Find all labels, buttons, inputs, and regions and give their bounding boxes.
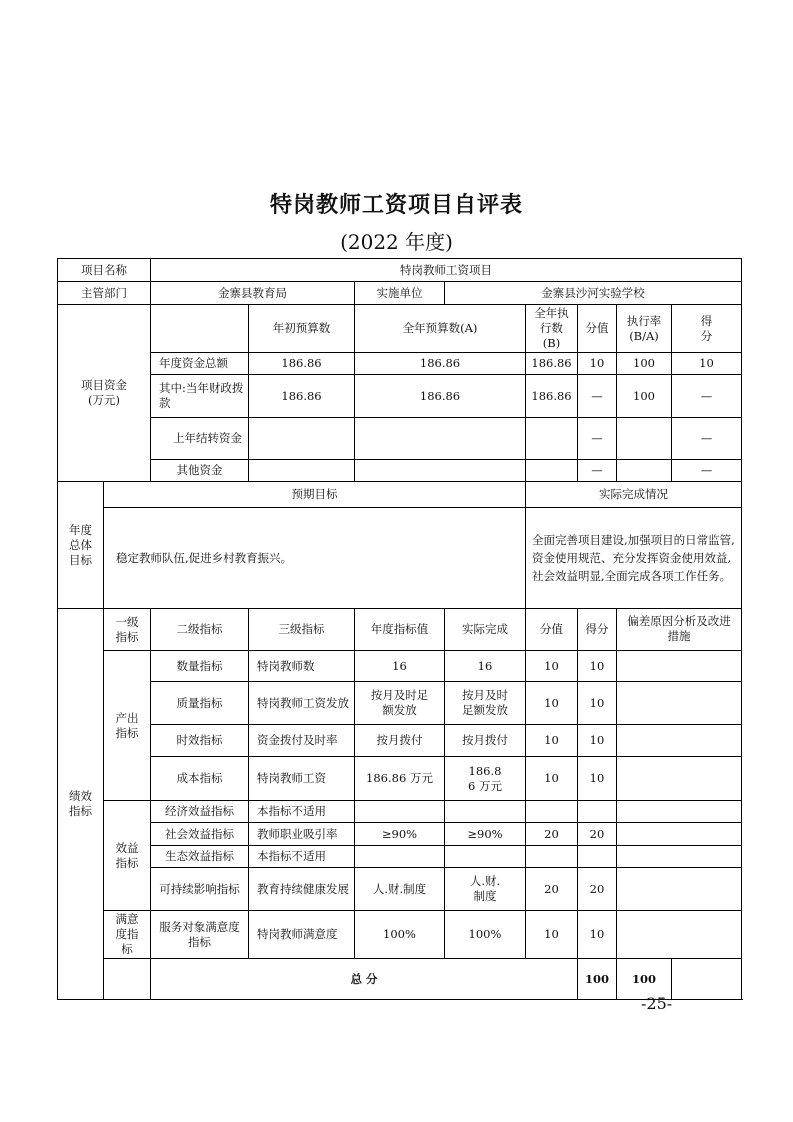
perf-header-score: 得分 — [578, 609, 617, 651]
perf-row — [58, 868, 742, 911]
perf-header-actual: 实际完成 — [445, 609, 526, 651]
department-row — [58, 282, 742, 305]
total-blank — [104, 959, 151, 1000]
perf-score — [578, 846, 617, 868]
perf-level3: 本指标不适用 — [249, 801, 355, 823]
funds-row-executed — [526, 460, 578, 482]
funds-row-annual: 186.86 — [355, 375, 526, 418]
perf-analysis — [617, 846, 742, 868]
perf-level3: 本指标不适用 — [249, 846, 355, 868]
total-score: 100 — [617, 959, 672, 1000]
perf-actual: 人.财.制度 — [445, 868, 526, 911]
perf-actual: 100% — [445, 911, 526, 959]
funds-row-rate — [617, 418, 672, 460]
dept-label: 主管部门 — [58, 282, 151, 305]
funds-row-score-value: — — [578, 375, 617, 418]
goals-expected-header: 预期目标 — [104, 482, 526, 508]
perf-level3: 教师职业吸引率 — [249, 823, 355, 846]
funds-row-initial: 186.86 — [249, 353, 355, 375]
funds-row-executed: 186.86 — [526, 375, 578, 418]
page-title: 特岗教师工资项目自评表 — [269, 193, 523, 218]
funds-row-annual: 186.86 — [355, 353, 526, 375]
perf-actual: ≥90% — [445, 823, 526, 846]
funds-row-rate: 100 — [617, 375, 672, 418]
goals-content-row — [58, 508, 742, 609]
perf-score: 10 — [578, 725, 617, 757]
funds-row-score: — — [672, 375, 742, 418]
perf-analysis — [617, 801, 742, 823]
perf-score-value — [526, 801, 578, 823]
total-analysis — [672, 959, 742, 1000]
perf-score-value: 10 — [526, 757, 578, 801]
funds-header-executed: 全年执行数 (B) — [526, 305, 578, 353]
funds-row — [58, 353, 742, 375]
funds-row — [58, 460, 742, 482]
perf-score — [578, 801, 617, 823]
project-name-label: 项目名称 — [58, 259, 151, 282]
perf-header-level2: 二级指标 — [151, 609, 249, 651]
perf-score: 10 — [578, 651, 617, 682]
goals-actual: 全面完善项目建设,加强项目的日常监管,资金使用规范、充分发挥资金使用效益,社会效益明显,全面完成各项工作任务。 — [526, 508, 742, 609]
performance-label: 绩效 指标 — [58, 609, 104, 1000]
funds-row-score-value: — — [578, 418, 617, 460]
performance-header-row — [58, 609, 742, 651]
perf-level2: 数量指标 — [151, 651, 249, 682]
perf-actual — [445, 846, 526, 868]
perf-level3: 教育持续健康发展 — [249, 868, 355, 911]
funds-row-label: 其他资金 — [151, 460, 249, 482]
perf-level2: 可持续影响指标 — [151, 868, 249, 911]
perf-score-value: 10 — [526, 725, 578, 757]
perf-row — [58, 725, 742, 757]
perf-analysis — [617, 911, 742, 959]
funds-header-initial: 年初预算数 — [249, 305, 355, 353]
perf-header-target: 年度指标值 — [355, 609, 445, 651]
dept-value: 金寨县教育局 — [151, 282, 355, 305]
perf-level3: 特岗教师满意度 — [249, 911, 355, 959]
funds-row-label: 年度资金总额 — [151, 353, 249, 375]
perf-row — [58, 651, 742, 682]
funds-row-rate — [617, 460, 672, 482]
unit-value: 金寨县沙河实验学校 — [445, 282, 742, 305]
perf-level2: 质量指标 — [151, 682, 249, 725]
perf-analysis — [617, 725, 742, 757]
output-label: 产出 指标 — [104, 651, 151, 801]
funds-row-label: 其中:当年财政拨款 — [151, 375, 249, 418]
perf-level2: 生态效益指标 — [151, 846, 249, 868]
perf-analysis — [617, 651, 742, 682]
perf-score-value: 20 — [526, 823, 578, 846]
perf-target: 按月及时足额发放 — [355, 682, 445, 725]
goals-actual-header: 实际完成情况 — [526, 482, 742, 508]
unit-label: 实施单位 — [355, 282, 445, 305]
perf-target: 100% — [355, 911, 445, 959]
perf-header-score-value: 分值 — [526, 609, 578, 651]
perf-level3: 特岗教师数 — [249, 651, 355, 682]
perf-target: 16 — [355, 651, 445, 682]
perf-actual — [445, 801, 526, 823]
funds-label: 项目资金 (万元) — [58, 305, 151, 482]
funds-row-score: — — [672, 460, 742, 482]
funds-row-initial — [249, 460, 355, 482]
perf-row — [58, 823, 742, 846]
perf-score-value: 10 — [526, 682, 578, 725]
funds-row-score: 10 — [672, 353, 742, 375]
goals-expected: 稳定教师队伍,促进乡村教育振兴。 — [104, 508, 526, 609]
perf-actual: 按月拨付 — [445, 725, 526, 757]
perf-analysis — [617, 823, 742, 846]
perf-score: 10 — [578, 682, 617, 725]
funds-row-initial — [249, 418, 355, 460]
perf-score-value: 10 — [526, 651, 578, 682]
perf-score-value: 20 — [526, 868, 578, 911]
funds-header-rate: 执行率 (B/A) — [617, 305, 672, 353]
perf-actual: 186.86 万元 — [445, 757, 526, 801]
funds-row-annual — [355, 418, 526, 460]
funds-row-rate: 100 — [617, 353, 672, 375]
perf-row — [58, 682, 742, 725]
perf-level2: 服务对象满意度指标 — [151, 911, 249, 959]
funds-row — [58, 375, 742, 418]
perf-analysis — [617, 682, 742, 725]
perf-score-value — [526, 846, 578, 868]
satisfaction-label: 满意 度指 标 — [104, 911, 151, 959]
perf-header-analysis: 偏差原因分析及改进 措施 — [617, 609, 742, 651]
perf-target: 人.财.制度 — [355, 868, 445, 911]
funds-header-blank — [151, 305, 249, 353]
funds-row-score-value: — — [578, 460, 617, 482]
perf-score: 10 — [578, 911, 617, 959]
perf-target: 按月拨付 — [355, 725, 445, 757]
perf-score: 20 — [578, 823, 617, 846]
perf-header-level3: 三级指标 — [249, 609, 355, 651]
evaluation-table — [57, 258, 742, 1000]
funds-header-annual: 全年预算数(A) — [355, 305, 526, 353]
perf-row — [58, 911, 742, 959]
perf-target — [355, 846, 445, 868]
effect-label: 效益 指标 — [104, 801, 151, 911]
funds-row-score-value: 10 — [578, 353, 617, 375]
perf-row — [58, 801, 742, 823]
goals-header-row — [58, 482, 742, 508]
perf-target: 186.86 万元 — [355, 757, 445, 801]
funds-row — [58, 418, 742, 460]
perf-level2: 时效指标 — [151, 725, 249, 757]
funds-header-score-value: 分值 — [578, 305, 617, 353]
funds-row-score: — — [672, 418, 742, 460]
perf-level2: 经济效益指标 — [151, 801, 249, 823]
perf-score: 10 — [578, 757, 617, 801]
perf-row — [58, 846, 742, 868]
perf-actual: 按月及时足额发放 — [445, 682, 526, 725]
perf-header-level1: 一级 指标 — [104, 609, 151, 651]
total-label: 总 分 — [151, 959, 578, 1000]
perf-target — [355, 801, 445, 823]
total-row — [58, 959, 742, 1000]
page-subtitle: (2022 年度) — [340, 230, 453, 254]
perf-target: ≥90% — [355, 823, 445, 846]
funds-header-score: 得 分 — [672, 305, 742, 353]
perf-score-value: 10 — [526, 911, 578, 959]
funds-header-row — [58, 305, 742, 353]
funds-row-executed: 186.86 — [526, 353, 578, 375]
perf-level3: 特岗教师工资 — [249, 757, 355, 801]
perf-level2: 社会效益指标 — [151, 823, 249, 846]
total-score-value: 100 — [578, 959, 617, 1000]
project-name-row — [58, 259, 742, 282]
perf-level2: 成本指标 — [151, 757, 249, 801]
perf-level3: 资金拨付及时率 — [249, 725, 355, 757]
project-name-value: 特岗教师工资项目 — [151, 259, 742, 282]
perf-analysis — [617, 868, 742, 911]
funds-row-annual — [355, 460, 526, 482]
funds-row-label: 上年结转资金 — [151, 418, 249, 460]
goals-label: 年度 总体 目标 — [58, 482, 104, 609]
perf-analysis — [617, 757, 742, 801]
funds-row-initial: 186.86 — [249, 375, 355, 418]
page-number: -25- — [641, 994, 673, 1013]
perf-row — [58, 757, 742, 801]
funds-row-executed — [526, 418, 578, 460]
perf-score: 20 — [578, 868, 617, 911]
perf-level3: 特岗教师工资发放 — [249, 682, 355, 725]
perf-actual: 16 — [445, 651, 526, 682]
